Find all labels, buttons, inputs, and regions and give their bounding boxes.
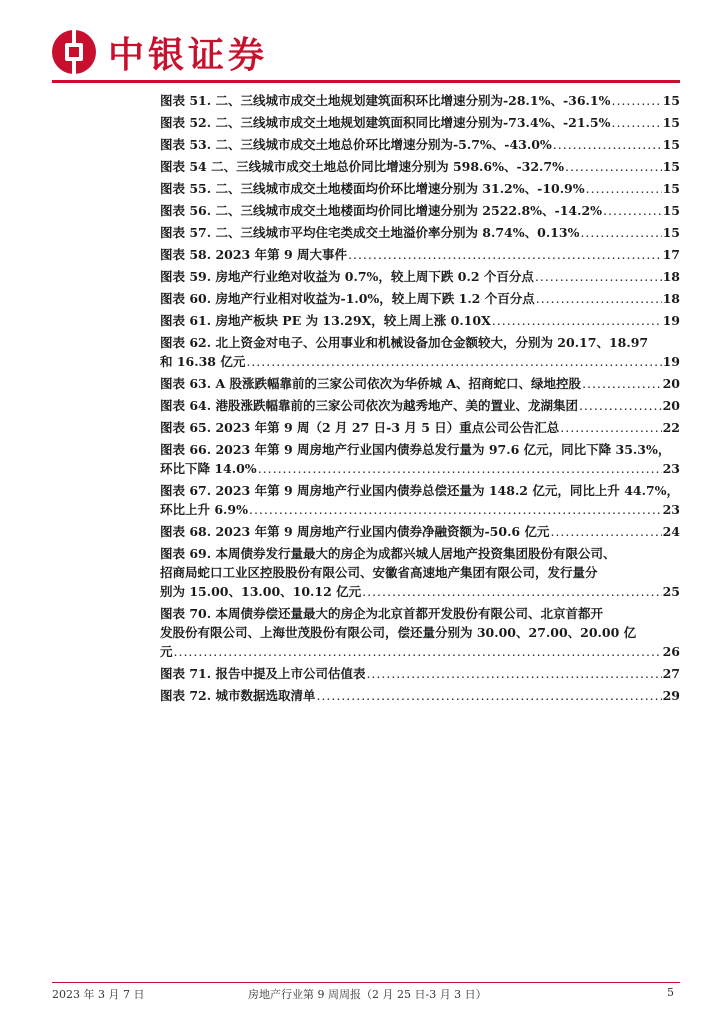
toc-entry[interactable] <box>160 289 680 308</box>
toc-entry-title: 图表 56. 二、三线城市成交土地楼面均价同比增速分别为 2522.8%、-14.2% <box>160 203 603 218</box>
toc-entry-title: 图表 63. A 股涨跌幅靠前的三家公司依次为华侨城 A、招商蛇口、绿地控股 <box>160 376 582 391</box>
dot-leader <box>611 113 661 132</box>
footer-page-number: 5 <box>667 986 674 999</box>
toc-entry-title: 图表 55. 二、三线城市成交土地楼面均价环比增速分别为 31.2%、-10.9% <box>160 181 585 196</box>
toc-entry[interactable] <box>160 522 680 541</box>
toc-entry[interactable] <box>160 396 680 415</box>
toc-entry[interactable] <box>160 91 680 110</box>
toc-entry[interactable] <box>160 267 680 286</box>
toc-entry[interactable] <box>160 664 680 683</box>
toc-entry-page: 20 <box>662 398 680 413</box>
toc-entry-title-line: 招商局蛇口工业区控股股份有限公司、安徽省高速地产集团有限公司，发行量分 <box>160 565 598 580</box>
toc-entry[interactable] <box>160 223 680 242</box>
footer-divider <box>52 982 680 983</box>
toc-entry-page: 25 <box>662 584 680 599</box>
dot-leader <box>348 245 662 264</box>
toc-entry-title: 图表 72. 城市数据选取清单 <box>160 688 316 703</box>
dot-leader <box>492 311 662 330</box>
dot-leader <box>258 459 662 478</box>
toc-entry-title: 图表 57. 二、三线城市平均住宅类成交土地溢价率分别为 8.74%、0.13% <box>160 225 580 240</box>
toc-entry-page: 23 <box>662 502 680 517</box>
footer-report-title: 房地产行业第 9 周周报（2 月 25 日-3 月 3 日） <box>248 988 487 1001</box>
toc-entry-page: 15 <box>662 137 680 152</box>
table-of-figures <box>160 91 680 708</box>
toc-entry[interactable] <box>160 604 680 661</box>
toc-entry-title-line: 元 <box>160 644 173 659</box>
toc-entry-title: 图表 65. 2023 年第 9 周（2 月 27 日-3 月 5 日）重点公司公告汇总 <box>160 420 560 435</box>
dot-leader <box>550 522 661 541</box>
toc-entry-title: 图表 58. 2023 年第 9 周大事件 <box>160 247 347 262</box>
toc-entry-title-line: 别为 15.00、13.00、10.12 亿元 <box>160 584 362 599</box>
toc-entry-title: 图表 71. 报告中提及上市公司估值表 <box>160 666 366 681</box>
toc-entry-page: 27 <box>662 666 680 681</box>
toc-entry-title: 图表 53. 二、三线城市成交土地总价环比增速分别为-5.7%、-43.0% <box>160 137 552 152</box>
toc-entry-title-line: 图表 66. 2023 年第 9 周房地产行业国内债券总发行量为 97.6 亿元，同比下降 35.3%， <box>160 442 671 457</box>
toc-entry-page: 19 <box>662 313 680 328</box>
toc-entry-title: 图表 52. 二、三线城市成交土地规划建筑面积同比增速分别为-73.4%、-21.5% <box>160 115 611 130</box>
toc-entry[interactable] <box>160 333 680 371</box>
toc-entry[interactable] <box>160 686 680 705</box>
toc-entry-page: 15 <box>662 181 680 196</box>
dot-leader <box>246 352 661 371</box>
toc-entry-page: 19 <box>662 354 680 369</box>
bank-of-china-logo-icon <box>52 30 96 74</box>
toc-entry-page: 15 <box>662 225 680 240</box>
toc-entry-title-line: 环比下降 14.0% <box>160 461 257 476</box>
toc-entry-page: 24 <box>662 524 680 539</box>
toc-entry[interactable] <box>160 113 680 132</box>
dot-leader <box>366 664 661 683</box>
toc-entry-page: 23 <box>662 461 680 476</box>
toc-entry-page: 18 <box>662 269 680 284</box>
dot-leader <box>560 418 661 437</box>
header-divider <box>52 80 680 83</box>
toc-entry-title-line: 图表 69. 本周债券发行量最大的房企为成都兴城人居地产投资集团股份有限公司、 <box>160 546 616 561</box>
dot-leader <box>536 289 662 308</box>
toc-entry-title-line: 和 16.38 亿元 <box>160 354 246 369</box>
page-header <box>52 26 268 78</box>
dot-leader <box>579 396 662 415</box>
dot-leader <box>316 686 661 705</box>
dot-leader <box>535 267 662 286</box>
footer-date: 2023 年 3 月 7 日 <box>52 988 145 1001</box>
toc-entry[interactable] <box>160 135 680 154</box>
toc-entry[interactable] <box>160 201 680 220</box>
dot-leader <box>565 157 662 176</box>
toc-entry-title: 图表 59. 房地产行业绝对收益为 0.7%，较上周下跌 0.2 个百分点 <box>160 269 534 284</box>
dot-leader <box>249 500 662 519</box>
toc-entry[interactable] <box>160 157 680 176</box>
toc-entry-page: 20 <box>662 376 680 391</box>
toc-entry[interactable] <box>160 374 680 393</box>
toc-entry-title-line: 图表 70. 本周债券偿还量最大的房企为北京首都开发股份有限公司、北京首都开 <box>160 606 603 621</box>
toc-entry[interactable] <box>160 418 680 437</box>
toc-entry-page: 26 <box>662 644 680 659</box>
toc-entry-title-line: 发股份有限公司、上海世茂股份有限公司，偿还量分别为 30.00、27.00、20.00 亿 <box>160 625 637 640</box>
toc-entry-page: 15 <box>662 93 680 108</box>
toc-entry[interactable] <box>160 440 680 478</box>
dot-leader <box>580 223 661 242</box>
toc-entry-page: 17 <box>662 247 680 262</box>
toc-entry[interactable] <box>160 544 680 601</box>
dot-leader <box>362 582 661 601</box>
dot-leader <box>611 91 661 110</box>
toc-entry-page: 15 <box>662 115 680 130</box>
toc-entry-page: 29 <box>662 688 680 703</box>
toc-entry[interactable] <box>160 311 680 330</box>
dot-leader <box>603 201 662 220</box>
toc-entry-title: 图表 60. 房地产行业相对收益为-1.0%，较上周下跌 1.2 个百分点 <box>160 291 535 306</box>
dot-leader <box>586 179 662 198</box>
toc-entry-page: 15 <box>662 203 680 218</box>
toc-entry-title: 图表 61. 房地产板块 PE 为 13.29X，较上周上涨 0.10X <box>160 313 491 328</box>
toc-entry[interactable] <box>160 481 680 519</box>
toc-entry-title-line: 图表 67. 2023 年第 9 周房地产行业国内债券总偿还量为 148.2 亿元，同比上升 44.7%， <box>160 483 680 498</box>
toc-entry-title: 图表 64. 港股涨跌幅靠前的三家公司依次为越秀地产、美的置业、龙湖集团 <box>160 398 578 413</box>
toc-entry[interactable] <box>160 245 680 264</box>
toc-entry-title: 图表 54 二、三线城市成交土地总价同比增速分别为 598.6%、-32.7% <box>160 159 564 174</box>
toc-entry-title: 图表 51. 二、三线城市成交土地规划建筑面积环比增速分别为-28.1%、-36.1% <box>160 93 611 108</box>
toc-entry-title: 图表 68. 2023 年第 9 周房地产行业国内债券净融资额为-50.6 亿元 <box>160 524 550 539</box>
dot-leader <box>174 642 662 661</box>
toc-entry-page: 15 <box>662 159 680 174</box>
toc-entry-page: 18 <box>662 291 680 306</box>
toc-entry-title-line: 环比上升 6.9% <box>160 502 248 517</box>
toc-entry-title-line: 图表 62. 北上资金对电子、公用事业和机械设备加仓金额较大，分别为 20.17、18.97 <box>160 335 649 350</box>
toc-entry[interactable] <box>160 179 680 198</box>
toc-entry-page: 22 <box>662 420 680 435</box>
dot-leader <box>553 135 662 154</box>
brand-name: 中银证券 <box>108 34 269 76</box>
dot-leader <box>582 374 662 393</box>
